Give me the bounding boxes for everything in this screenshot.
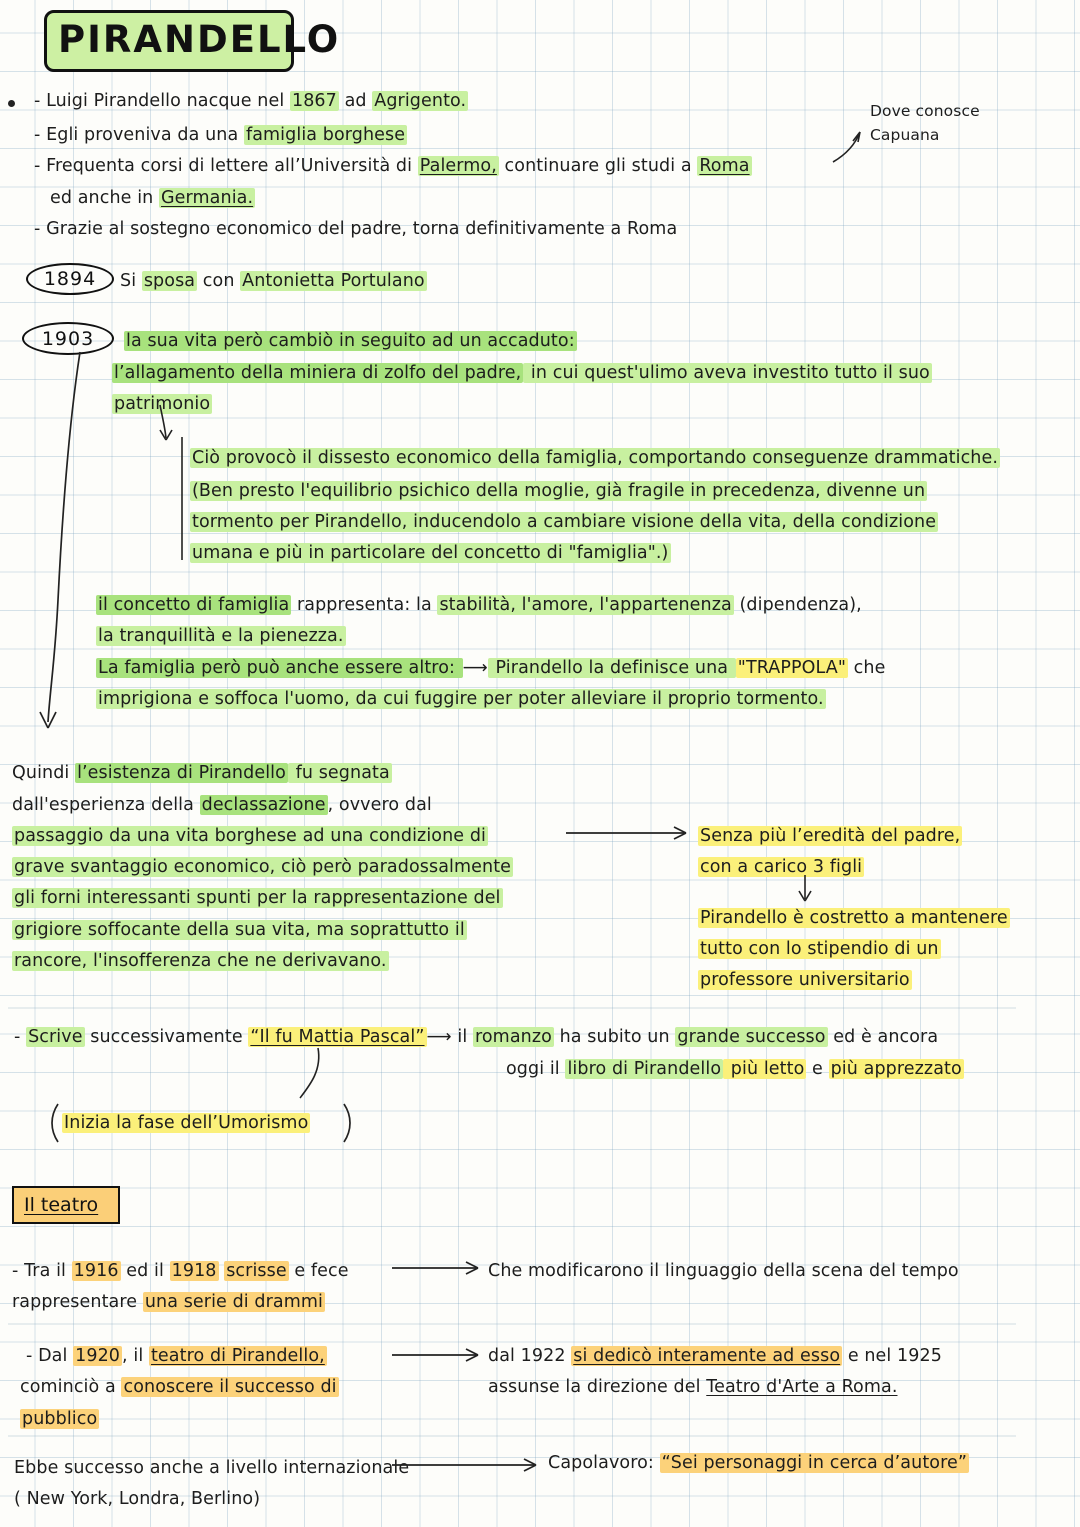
intro-line-4: ed anche in Germania. (50, 188, 254, 208)
quindi-line-2: dall'esperienza della declassazione , ovvero dal (12, 795, 432, 815)
year-1903: 1903 (22, 322, 114, 355)
teatro-row3-left: - Dal 1920 , il teatro di Pirandello, (26, 1346, 325, 1366)
quindi-line-7: rancore, l'insofferenza che ne derivavano. (14, 951, 387, 971)
box-paragraph-line-4: umana e più in particolare del concetto di "famiglia".) (192, 543, 669, 563)
bullet-dot-icon (8, 100, 15, 107)
intro-line-2: - Egli proveniva da una famiglia borghese (34, 125, 406, 145)
eredita-line-5: professore universitario (700, 970, 910, 990)
y1903-line-3: patrimonio (114, 394, 211, 414)
famiglia-line-4: imprigiona e soffoca l'uomo, da cui fuggire per poter alleviare il proprio tormento. (98, 689, 824, 709)
y1894-text: Si sposa con Antonietta Portulano (120, 271, 425, 291)
arrow-roma-note (833, 132, 860, 162)
intro-line-1: - Luigi Pirandello nacque nel 1867 ad Agrigento. (34, 91, 467, 111)
famiglia-line-3: La famiglia però può anche essere altro: ⟶ Pirandello la definisce una "TRAPPOLA" che (98, 658, 886, 678)
side-note-line-2: Capuana (870, 126, 940, 144)
mattia-line-2: oggi il libro di Pirandello più letto e più apprezzato (506, 1059, 962, 1079)
teatro-row7-left: ( New York, Londra, Berlino) (14, 1489, 261, 1509)
teatro-row1-left: - Tra il 1916 ed il 1918 scrisse e fece (12, 1261, 349, 1281)
side-note-line-1: Dove conosce (870, 102, 980, 120)
quindi-line-5: gli forni interessanti spunti per la rappresentazione del (14, 888, 501, 908)
teatro-row1-right: Che modificarono il linguaggio della scena del tempo (488, 1261, 959, 1281)
box-paragraph-line-1: Ciò provocò il dissesto economico della famiglia, comportando conseguenze drammatiche. (192, 448, 999, 468)
quindi-line-1: Quindi l’esistenza di Pirandello fu segnata (12, 763, 390, 783)
teatro-row5-left: pubblico (22, 1409, 98, 1429)
quindi-line-3: passaggio da una vita borghese ad una condizione di (14, 826, 486, 846)
eredita-line-4: tutto con lo stipendio di un (700, 939, 939, 959)
intro-line-3: - Frequenta corsi di lettere all’Università di Palermo, continuare gli studi a Roma (34, 156, 750, 176)
box-paragraph-line-3: tormento per Pirandello, inducendolo a cambiare visione della vita, della condizione (192, 512, 937, 532)
teatro-row4-left: cominciò a conoscere il successo di (20, 1377, 337, 1397)
box-paragraph-line-2: (Ben presto l'equilibrio psichico della moglie, già fragile in precedenza, divenne un (192, 481, 926, 501)
eredita-line-3: Pirandello è costretto a mantenere (700, 908, 1008, 928)
paren-right (344, 1104, 350, 1142)
arrow-to-umorismo (300, 1048, 319, 1098)
teatro-row4-right: assunse la direzione del Teatro d'Arte a Roma. (488, 1377, 898, 1397)
paren-left (52, 1104, 58, 1142)
arrow-long-down (48, 352, 80, 722)
teatro-row6-right: Capolavoro: “Sei personaggi in cerca d’autore” (548, 1453, 968, 1473)
eredita-line-1: Senza più l’eredità del padre, (700, 826, 961, 846)
mattia-line-1: - Scrive successivamente “Il fu Mattia Pascal” ⟶ il romanzo ha subito un grande successo ed è ancora (14, 1027, 939, 1047)
teatro-row6-left: Ebbe successo anche a livello internazionale (14, 1458, 410, 1478)
year-1894: 1894 (26, 263, 114, 295)
quindi-line-4: grave svantaggio economico, ciò però paradossalmente (14, 857, 512, 877)
page-title: PIRANDELLO (58, 18, 341, 61)
teatro-row2-left: rappresentare una serie di drammi (12, 1292, 323, 1312)
umorismo-note: Inizia la fase dell’Umorismo (64, 1113, 309, 1133)
teatro-row3-right: dal 1922 si dedicò interamente ad esso e nel 1925 (488, 1346, 942, 1366)
y1903-line-1: la sua vita però cambiò in seguito ad un accaduto: (126, 331, 575, 351)
quindi-line-6: grigiore soffocante della sua vita, ma soprattutto il (14, 920, 465, 940)
eredita-line-2: con a carico 3 figli (700, 857, 863, 877)
famiglia-line-2: la tranquillità e la pienezza. (98, 626, 344, 646)
intro-line-5: - Grazie al sostegno economico del padre, torna definitivamente a Roma (34, 219, 678, 239)
famiglia-line-1: il concetto di famiglia rappresenta: la stabilità, l'amore, l'appartenenza (dipendenza), (98, 595, 862, 615)
teatro-heading: Il teatro (24, 1194, 99, 1216)
y1903-line-2: l’allagamento della miniera di zolfo del padre, in cui quest'ulimo aveva investito tutto il suo (114, 363, 930, 383)
